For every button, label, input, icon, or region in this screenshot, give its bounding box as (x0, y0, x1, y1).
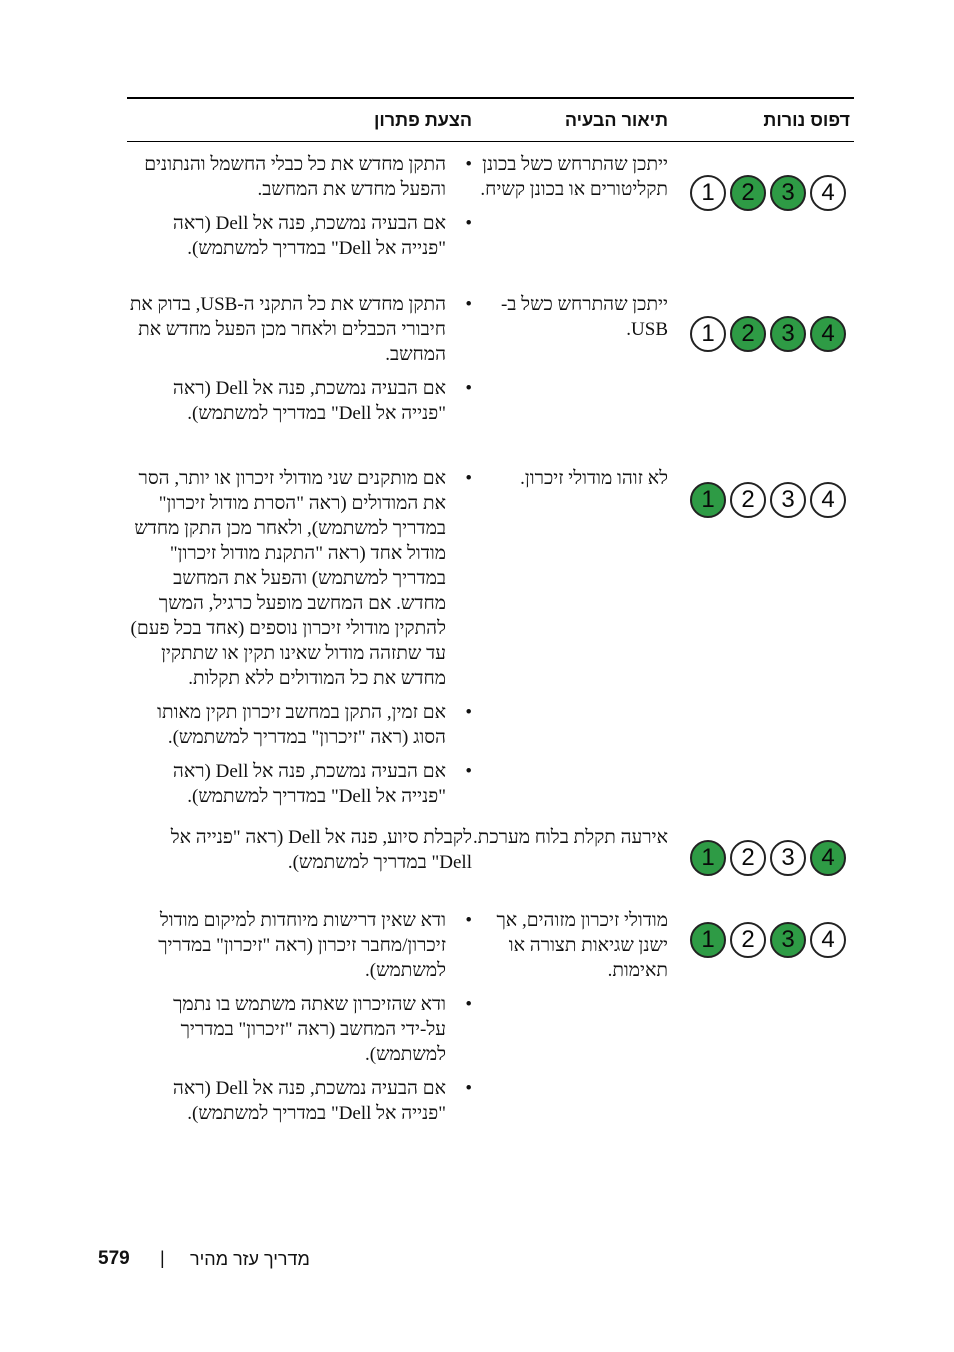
footer-separator: | (160, 1248, 165, 1268)
solution-item: • ודא שהזיכרון שאתה משתמש בו נתמך על-ידי המחשב (ראה "זיכרון" במדריך למשתמש). (127, 992, 472, 1067)
solution-item: • אם הבעיה נמשכת, פנה אל Dell (ראה "פנייה אל Dell" במדריך למשתמש). (127, 759, 472, 809)
solution-item: • אם זמין, התקן במחשב זיכרון תקין מאותו הסוג (ראה "זיכרון" במדריך למשתמש). (127, 700, 472, 750)
problem-description: לא זוהו מודולי זיכרון. (520, 468, 668, 489)
guide-title: מדריך עזר מהיר (190, 1249, 310, 1269)
led-1-indicator: 1 (690, 175, 726, 211)
led-2-indicator: 2 (730, 175, 766, 211)
led-1-indicator: 1 (690, 482, 726, 518)
solution-item: • התקן מחדש את כל התקני ה-USB, בדוק את חיבורי הכבלים ולאחר מכן הפעל מחדש את המחשב. (127, 292, 472, 367)
solution-cell (127, 292, 472, 435)
led-4-indicator: 4 (810, 922, 846, 958)
led-4-indicator: 4 (810, 316, 846, 352)
led-1-indicator: 1 (690, 840, 726, 876)
led-1-indicator: 1 (690, 316, 726, 352)
column-header-description: תיאור הבעיה (564, 110, 668, 130)
solution-item: • אם הבעיה נמשכת, פנה אל Dell (ראה "פנייה אל Dell" במדריך למשתמש). (127, 376, 472, 426)
led-4-indicator: 4 (810, 482, 846, 518)
led-3-indicator: 3 (770, 316, 806, 352)
solution-text: לקבלת סיוע, פנה אל Dell (ראה "פנייה אל Dell" במדריך למשתמש). (170, 827, 472, 873)
solution-item: • ודא שאין דרישות מיוחדות למיקום מודול זיכרון/מחבר זיכרון (ראה "זיכרון" במדריך למשתמש). (127, 908, 472, 983)
column-header-pattern: דפוס נורות (763, 110, 850, 130)
solution-cell (127, 466, 472, 818)
led-4-indicator: 4 (810, 840, 846, 876)
led-3-indicator: 3 (770, 175, 806, 211)
led-pattern (689, 922, 851, 962)
solution-cell (127, 825, 472, 875)
solution-item: • התקן מחדש את כל כבלי החשמל והנתונים והפעל מחדש את המחשב. (127, 152, 472, 202)
led-pattern (689, 482, 851, 522)
led-pattern (689, 175, 851, 215)
solution-item: • אם הבעיה נמשכת, פנה אל Dell (ראה "פנייה אל Dell" במדריך למשתמש). (127, 1076, 472, 1126)
problem-description: אירעה תקלת בלוח מערכת. (472, 827, 668, 848)
led-pattern (689, 840, 851, 880)
solution-cell (127, 908, 472, 1135)
led-3-indicator: 3 (770, 840, 806, 876)
column-header-solution: הצעת פתרון (373, 110, 472, 130)
solution-item: • אם הבעיה נמשכת, פנה אל Dell (ראה "פנייה אל Dell" במדריך למשתמש). (127, 211, 472, 261)
page-footer (0, 1248, 954, 1272)
problem-description: ייתכן שהתרחש כשל ב-USB. (500, 294, 668, 340)
problem-description: ייתכן שהתרחש כשל בכונן תקליטורים או בכונן קשיח. (480, 154, 668, 200)
led-2-indicator: 2 (730, 482, 766, 518)
led-2-indicator: 2 (730, 316, 766, 352)
header-top-rule (127, 97, 854, 99)
solution-item: • אם מותקנים שני מודולי זיכרון או יותר, הסר את המודולים (ראה "הסרת מודול זיכרון" במדריך למשתמש), ולאחר מכן התקן מחדש מודול אחד (ראה "התקנת מודול זיכרון" במדריך למשתמש) והפעל את המחשב מחדש. אם המחשב מופעל כרגיל, המשך להתקין מודולי זיכרון נוספים (אחד בכל פעם) עד שתזהה מודול שאינו תקין או שתתקין מחדש את כל המודולים ללא תקלות. (127, 466, 472, 691)
led-1-indicator: 1 (690, 922, 726, 958)
header-bottom-rule (127, 141, 854, 142)
solution-cell (127, 152, 472, 270)
led-2-indicator: 2 (730, 922, 766, 958)
led-3-indicator: 3 (770, 922, 806, 958)
led-pattern (689, 316, 851, 356)
led-2-indicator: 2 (730, 840, 766, 876)
led-4-indicator: 4 (810, 175, 846, 211)
problem-description: מודולי זיכרון מזוהים, אך ישנן שגיאות תצורה או תאימות. (496, 910, 668, 981)
led-3-indicator: 3 (770, 482, 806, 518)
page-number: 579 (98, 1248, 130, 1269)
